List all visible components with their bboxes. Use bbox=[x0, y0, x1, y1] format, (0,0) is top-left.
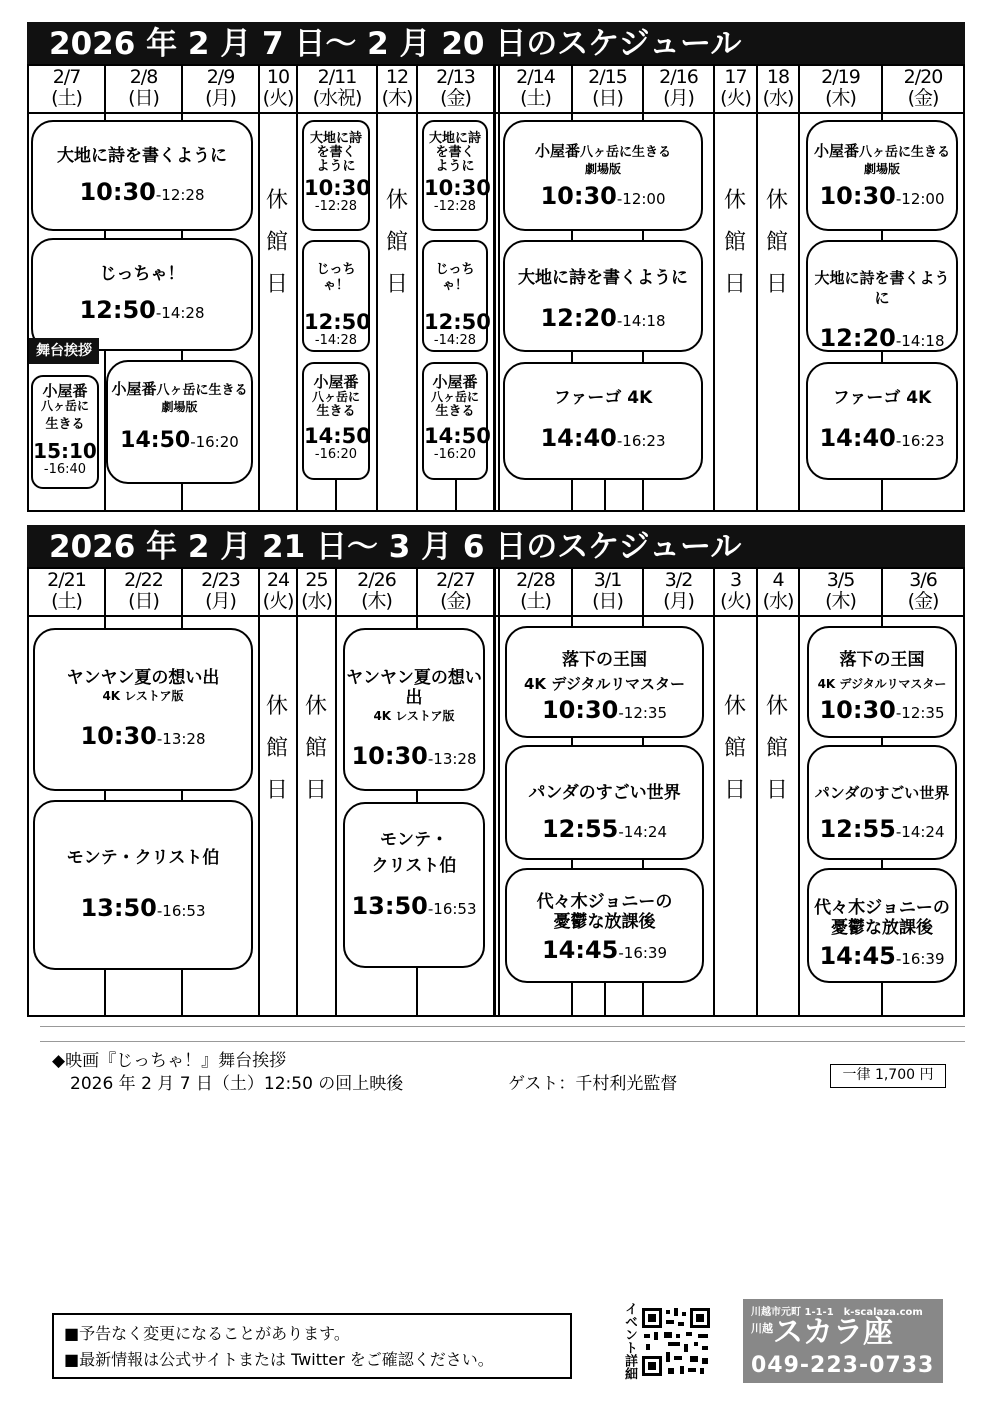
theater-phone: 049-223-0733 bbox=[751, 1353, 935, 1378]
note-change: ■予告なく変更になることがあります。 bbox=[64, 1324, 350, 1343]
notice-detail: 2026 年 2 月 7 日（土）12:50 の回上映後 bbox=[70, 1074, 404, 1094]
logo-kawagoe: 川越 bbox=[751, 1322, 773, 1335]
day-header: 3 (火) bbox=[720, 569, 751, 612]
day-header: 2/7 (土) bbox=[51, 66, 82, 109]
day-header: 2/28 (土) bbox=[516, 569, 555, 612]
day-header: 2/8 (日) bbox=[128, 66, 159, 109]
grid-line bbox=[798, 567, 800, 1017]
day-header: 2/21 (土) bbox=[47, 569, 86, 612]
qr-code-icon[interactable] bbox=[640, 1306, 712, 1378]
butai-aisatsu-badge: 舞台挨拶 bbox=[29, 338, 99, 364]
screening-yoyogi: 代々木ジョニーの 憂鬱な放課後 14:45-16:39 bbox=[807, 868, 957, 983]
grid-line bbox=[498, 64, 500, 512]
closed-day: 休 館 日 bbox=[385, 188, 408, 297]
day-header: 3/1 (日) bbox=[592, 569, 623, 612]
screening-daichi: 大地に詩を書くように 10:30-12:28 bbox=[31, 120, 253, 231]
grid-line bbox=[335, 567, 337, 1017]
screening-panda: パンダのすごい世界 12:55-14:24 bbox=[807, 745, 957, 860]
grid-line bbox=[416, 64, 418, 512]
grid-line bbox=[493, 567, 496, 1017]
screening-monte: モンテ・ クリスト伯 13:50-16:53 bbox=[343, 802, 485, 968]
notice-guest: ゲスト：千村利光監督 bbox=[508, 1074, 678, 1094]
header-rule bbox=[27, 615, 965, 617]
grid-line bbox=[498, 567, 500, 1017]
screening-koyaban: 小屋番 八ヶ岳に 生きる 14:50 -16:20 bbox=[422, 362, 488, 480]
closed-day: 休 館 日 bbox=[723, 694, 746, 803]
stem bbox=[881, 983, 883, 1015]
screening-daichi: 大地に詩 を書く ように 10:30 -12:28 bbox=[422, 120, 488, 231]
day-header: 2/19 (木) bbox=[821, 66, 860, 109]
notice-title: ◆映画『じっちゃ！』舞台挨拶 bbox=[52, 1051, 287, 1071]
grid-line bbox=[296, 64, 298, 512]
section2-title: 2026 年 2 月 21 日～ 3 月 6 日のスケジュール bbox=[27, 525, 965, 569]
screening-jiccha: じっちゃ！ 12:50 -14:28 bbox=[302, 240, 370, 352]
stem bbox=[181, 970, 183, 1015]
screening-fargo: ファーゴ 4K 14:40-16:23 bbox=[806, 362, 958, 480]
day-header: 3/2 (月) bbox=[663, 569, 694, 612]
stem bbox=[604, 983, 606, 1015]
screening-yanyan: ヤンヤン夏の想い出 4K レストア版 10:30-13:28 bbox=[33, 628, 253, 791]
grid-line bbox=[798, 64, 800, 512]
note-latest: ■最新情報は公式サイトまたは Twitter をご確認ください。 bbox=[64, 1350, 494, 1369]
stem bbox=[881, 480, 883, 510]
screening-yanyan: ヤンヤン夏の想い出 4K レストア版 10:30-13:28 bbox=[343, 628, 485, 791]
closed-day: 休 館 日 bbox=[265, 694, 288, 803]
screening-rakka: 落下の王国 4K デジタルリマスター 10:30-12:35 bbox=[807, 626, 957, 738]
day-header: 2/22 (日) bbox=[124, 569, 163, 612]
screening-daichi: 大地に詩 を書く ように 10:30 -12:28 bbox=[302, 120, 370, 231]
grid-line bbox=[258, 64, 260, 512]
screening-jiccha: じっちゃ！ 12:50 -14:28 bbox=[422, 240, 488, 352]
header-rule bbox=[27, 112, 965, 114]
stem bbox=[455, 480, 457, 510]
screening-daichi: 大地に詩を書くように 12:20-14:18 bbox=[503, 240, 703, 352]
closed-day: 休 館 日 bbox=[304, 694, 327, 803]
footer-notes bbox=[52, 1313, 572, 1379]
screening-koyaban: 小屋番八ヶ岳に生きる 劇場版 10:30-12:00 bbox=[503, 120, 703, 231]
grid-line bbox=[713, 64, 715, 512]
divider bbox=[40, 1041, 965, 1042]
day-header: 2/16 (月) bbox=[659, 66, 698, 109]
day-header: 10 (火) bbox=[262, 66, 294, 109]
day-header: 2/9 (月) bbox=[205, 66, 236, 109]
theater-logo: スカラ座 bbox=[773, 1315, 893, 1350]
day-header: 2/15 (日) bbox=[588, 66, 627, 109]
closed-day: 休 館 日 bbox=[265, 188, 288, 297]
screening-yoyogi: 代々木ジョニーの 憂鬱な放課後 14:45-16:39 bbox=[505, 868, 704, 983]
screening-fargo: ファーゴ 4K 14:40-16:23 bbox=[503, 362, 703, 480]
closed-day: 休 館 日 bbox=[723, 188, 746, 297]
day-header: 2/26 (木) bbox=[357, 569, 396, 612]
day-header: 3/6 (金) bbox=[907, 569, 939, 612]
screening-koyaban: 小屋番 八ヶ岳に 生きる 14:50 -16:20 bbox=[302, 362, 370, 480]
price-badge: 一律 1,700 円 bbox=[830, 1064, 946, 1088]
screening-monte: モンテ・クリスト伯 13:50-16:53 bbox=[33, 800, 253, 970]
day-header: 18 (水) bbox=[762, 66, 794, 109]
screening-daichi: 大地に詩を書くように 12:20-14:18 bbox=[806, 240, 958, 352]
day-header: 2/13 (金) bbox=[436, 66, 475, 109]
theater-logo-block bbox=[743, 1299, 943, 1383]
day-header: 17 (火) bbox=[720, 66, 751, 109]
day-header: 2/23 (月) bbox=[201, 569, 240, 612]
screening-koyaban: 小屋番 八ヶ岳に 生きる 15:10 -16:40 bbox=[31, 375, 99, 489]
grid-line bbox=[493, 64, 496, 512]
day-header: 2/27 (金) bbox=[436, 569, 475, 612]
grid-line bbox=[296, 567, 298, 1017]
closed-day: 休 館 日 bbox=[765, 188, 788, 297]
screening-koyaban: 小屋番八ヶ岳に生きる 劇場版 10:30-12:00 bbox=[806, 120, 958, 231]
screening-panda: パンダのすごい世界 12:55-14:24 bbox=[505, 745, 704, 860]
section1-title: 2026 年 2 月 7 日～ 2 月 20 日のスケジュール bbox=[27, 22, 965, 66]
closed-day: 休 館 日 bbox=[765, 694, 788, 803]
grid-line bbox=[258, 567, 260, 1017]
stem bbox=[181, 484, 183, 510]
screening-rakka: 落下の王国 4K デジタルリマスター 10:30-12:35 bbox=[505, 626, 704, 738]
day-header: 24 (火) bbox=[262, 569, 294, 612]
stem bbox=[335, 480, 337, 510]
event-details-label: イベント詳細 bbox=[622, 1302, 637, 1380]
grid-line bbox=[376, 64, 378, 512]
day-header: 25 (水) bbox=[301, 569, 332, 612]
screening-jiccha: じっちゃ！ 12:50-14:28 bbox=[31, 238, 253, 351]
day-header: 4 (水) bbox=[762, 569, 794, 612]
stem bbox=[416, 968, 418, 1015]
divider bbox=[40, 1026, 965, 1027]
stem bbox=[604, 480, 606, 510]
grid-line bbox=[756, 567, 758, 1017]
day-header: 2/20 (金) bbox=[903, 66, 943, 109]
grid-line bbox=[756, 64, 758, 512]
grid-line bbox=[713, 567, 715, 1017]
day-header: 3/5 (木) bbox=[825, 569, 856, 612]
day-header: 2/14 (土) bbox=[516, 66, 555, 109]
screening-koyaban: 小屋番八ヶ岳に生きる 劇場版 14:50-16:20 bbox=[106, 360, 253, 484]
theater-address: 川越市元町 1-1-1 k-scalaza.com bbox=[751, 1307, 923, 1318]
day-header: 12 (木) bbox=[381, 66, 413, 109]
day-header: 2/11 (水祝) bbox=[312, 66, 362, 109]
